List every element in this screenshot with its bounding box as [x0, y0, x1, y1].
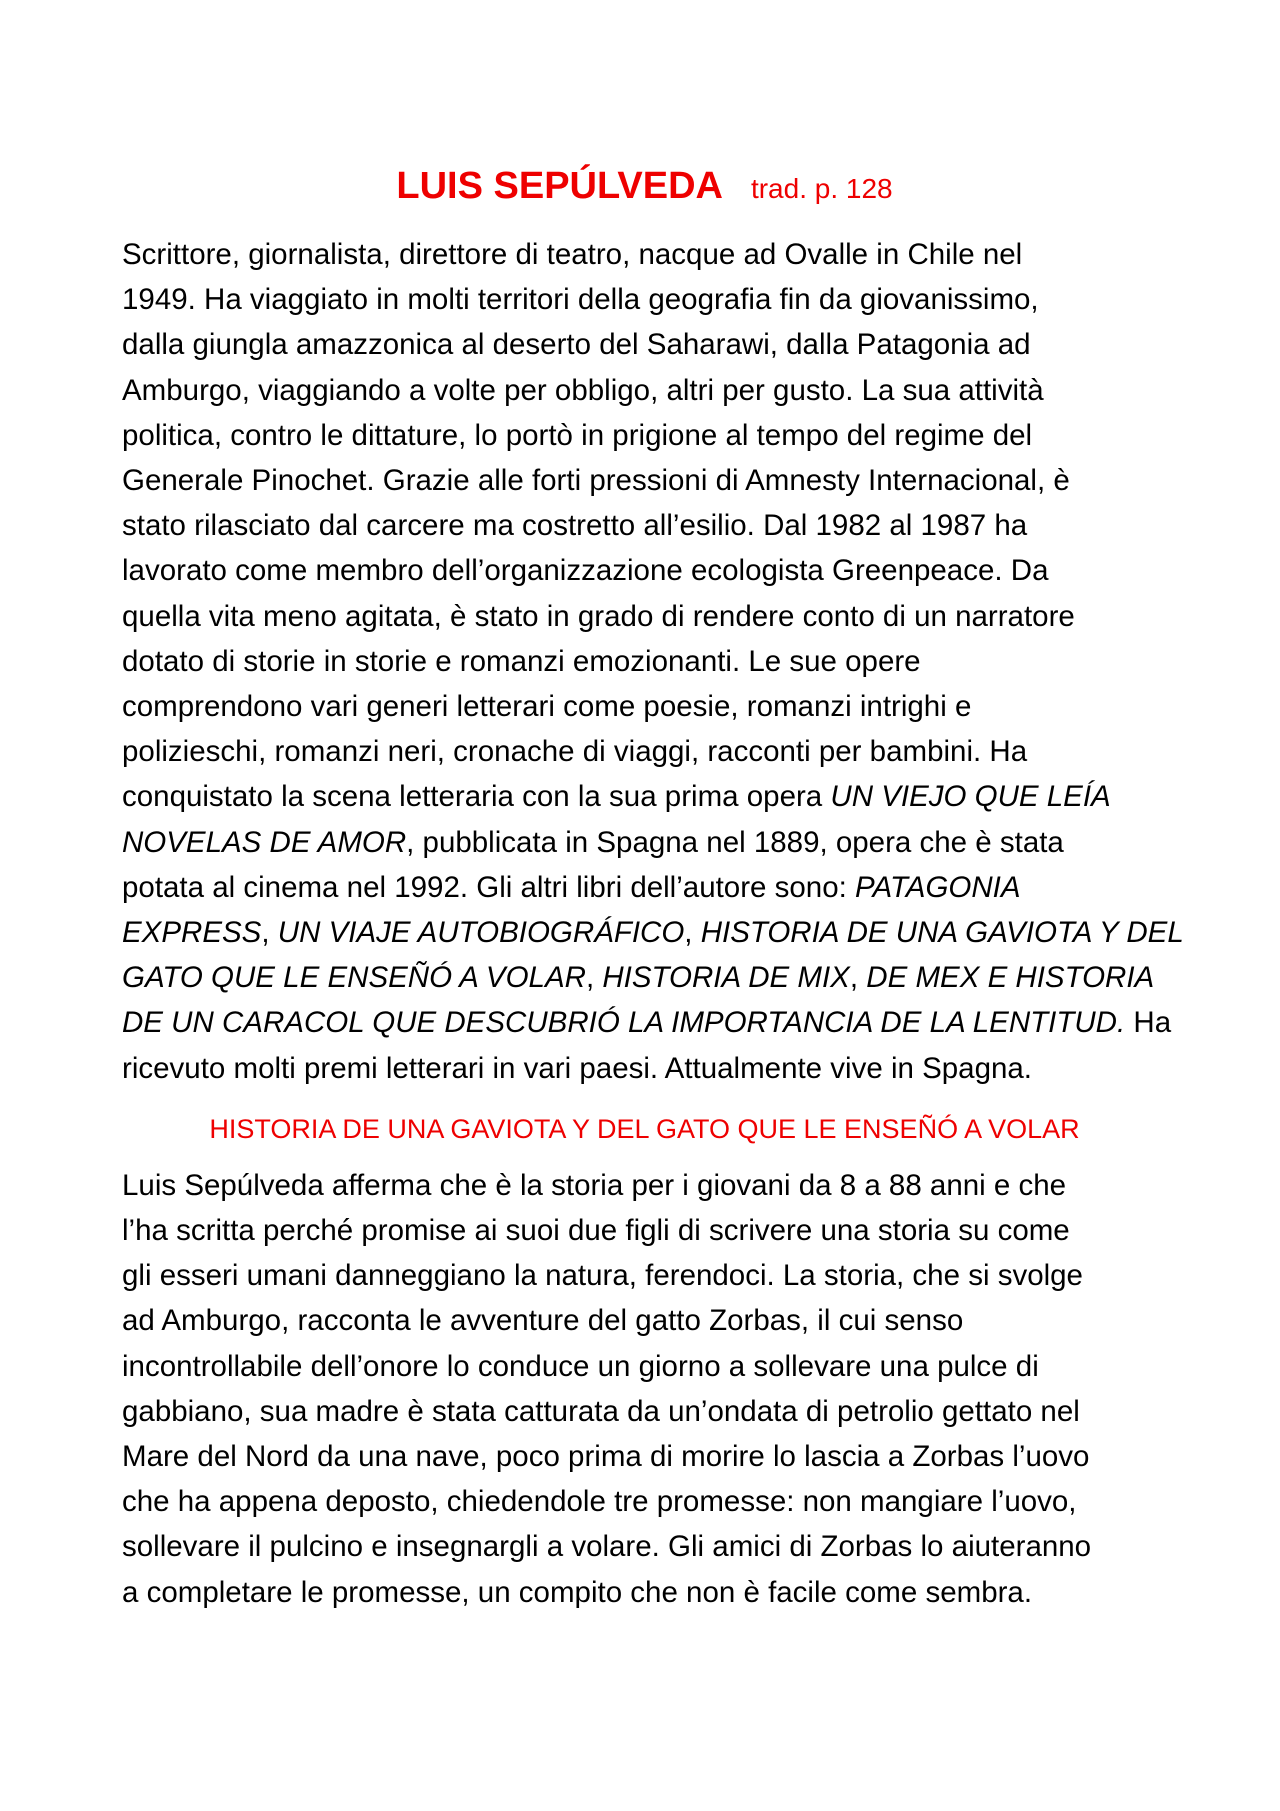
text-run: ,: [849, 961, 867, 995]
text-line: [122, 594, 1167, 639]
text-line: [122, 1434, 1167, 1479]
text-line: [122, 955, 1167, 1000]
italic-book-title: PATAGONIA: [855, 870, 1021, 904]
text-run: conquistato la scena letteraria con la sua prima opera: [122, 780, 831, 814]
text-run: stato rilasciato dal carcere ma costretto all’esilio. Dal 1982 al 1987 ha: [122, 509, 1028, 543]
text-run: , pubblicata in Spagna nel 1889, opera che è stata: [406, 825, 1064, 859]
text-run: l’ha scritta perché promise ai suoi due figli di scrivere una storia su come: [122, 1214, 1070, 1248]
text-run: dotato di storie in storie e romanzi emozionanti. Le sue opere: [122, 644, 921, 678]
text-line: [122, 865, 1167, 910]
text-line: [122, 1389, 1167, 1434]
text-line: [122, 1046, 1167, 1091]
text-run: comprendono vari generi letterari come poesie, romanzi intrighi e: [122, 690, 972, 724]
text-line: [122, 322, 1167, 367]
text-line: [122, 639, 1167, 684]
author-biography-paragraph: [122, 232, 1184, 1091]
text-line: [122, 910, 1184, 955]
translation-page-reference: trad. p. 128: [750, 173, 893, 204]
text-line: [122, 277, 1167, 322]
text-run: Ha: [1125, 1006, 1172, 1040]
italic-book-title: DE MEX E HISTORIA: [866, 961, 1155, 995]
italic-book-title: DE UN CARACOL QUE DESCUBRIÓ LA IMPORTANCIA DE LA LENTITUD.: [122, 1006, 1126, 1040]
text-line: [122, 1163, 1167, 1208]
text-run: polizieschi, romanzi neri, cronache di viaggi, racconti per bambini. Ha: [122, 735, 1028, 769]
text-line: [122, 1524, 1167, 1569]
text-run: Amburgo, viaggiando a volte per obbligo, altri per gusto. La sua attività: [122, 373, 1044, 407]
text-run: ricevuto molti premi letterari in vari paesi. Attualmente vive in Spagna.: [122, 1051, 1033, 1085]
text-run: Luis Sepúlveda afferma che è la storia per i giovani da 8 a 88 anni e che: [122, 1168, 1067, 1202]
text-run: 1949. Ha viaggiato in molti territori della geografia fin da giovanissimo,: [122, 283, 1039, 317]
text-run: Scrittore, giornalista, direttore di teatro, nacque ad Ovalle in Chile nel: [122, 238, 1023, 271]
text-run: ,: [261, 916, 278, 950]
book-title-heading: HISTORIA DE UNA GAVIOTA Y DEL GATO QUE LE ENSEÑÓ A VOLAR: [209, 1113, 1080, 1144]
text-line: [122, 548, 1167, 593]
text-run: Mare del Nord da una nave, poco prima di morire lo lascia a Zorbas l’uovo: [122, 1440, 1090, 1474]
text-run: politica, contro le dittature, lo portò in prigione al tempo del regime del: [122, 418, 1033, 452]
text-run: gabbiano, sua madre è stata catturata da un’ondata di petrolio gettato nel: [122, 1394, 1080, 1428]
text-line: [122, 1298, 1167, 1343]
text-line: [122, 503, 1167, 548]
italic-book-title: NOVELAS DE AMOR: [122, 825, 407, 859]
text-run: sollevare il pulcino e insegnargli a volare. Gli amici di Zorbas lo aiuteranno: [122, 1530, 1092, 1564]
text-line: [122, 1253, 1167, 1298]
text-line: [122, 1208, 1167, 1253]
text-run: lavorato come membro dell’organizzazione ecologista Greenpeace. Da: [122, 554, 1049, 588]
page-title: LUIS SEPÚLVEDA: [396, 165, 723, 207]
text-line: [122, 684, 1167, 729]
italic-book-title: GATO QUE LE ENSEÑÓ A VOLAR: [122, 961, 586, 995]
title-row: [122, 158, 1167, 222]
italic-book-title: HISTORIA DE UNA GAVIOTA Y DEL: [700, 916, 1184, 950]
text-line: [122, 458, 1167, 503]
text-line: [122, 820, 1167, 865]
text-run: incontrollabile dell’onore lo conduce un giorno a sollevare una pulce di: [122, 1349, 1039, 1383]
text-run: ,: [585, 961, 603, 995]
book-summary-paragraph: [122, 1163, 1167, 1615]
text-line: [122, 1344, 1167, 1389]
text-line: [122, 729, 1167, 774]
document-page: [122, 158, 1184, 1615]
text-run: a completare le promesse, un compito che non è facile come sembra.: [122, 1575, 1033, 1609]
text-line: [122, 1479, 1167, 1524]
italic-book-title: HISTORIA DE MIX: [602, 961, 850, 995]
text-run: ,: [684, 916, 701, 950]
text-run: gli esseri umani danneggiano la natura, ferendoci. La storia, che si svolge: [122, 1259, 1083, 1293]
italic-book-title: UN VIAJE AUTOBIOGRÁFICO: [277, 916, 685, 950]
text-line: [122, 232, 1167, 277]
text-line: [122, 368, 1167, 413]
text-run: che ha appena deposto, chiedendole tre promesse: non mangiare l’uovo,: [122, 1485, 1077, 1519]
text-line: [122, 774, 1167, 819]
text-line: [122, 1570, 1167, 1615]
text-run: ad Amburgo, racconta le avventure del gatto Zorbas, il cui senso: [122, 1304, 964, 1338]
text-line: [122, 413, 1167, 458]
italic-book-title: UN VIEJO QUE LEÍA: [830, 780, 1111, 814]
text-line: [122, 1000, 1172, 1045]
text-run: Generale Pinochet. Grazie alle forti pressioni di Amnesty Internacional, è: [122, 464, 1070, 498]
text-run: dalla giungla amazzonica al deserto del Saharawi, dalla Patagonia ad: [122, 328, 1031, 362]
text-run: quella vita meno agitata, è stato in grado di rendere conto di un narratore: [122, 599, 1075, 633]
text-run: potata al cinema nel 1992. Gli altri libri dell’autore sono:: [122, 870, 855, 904]
italic-book-title: EXPRESS: [122, 916, 262, 950]
